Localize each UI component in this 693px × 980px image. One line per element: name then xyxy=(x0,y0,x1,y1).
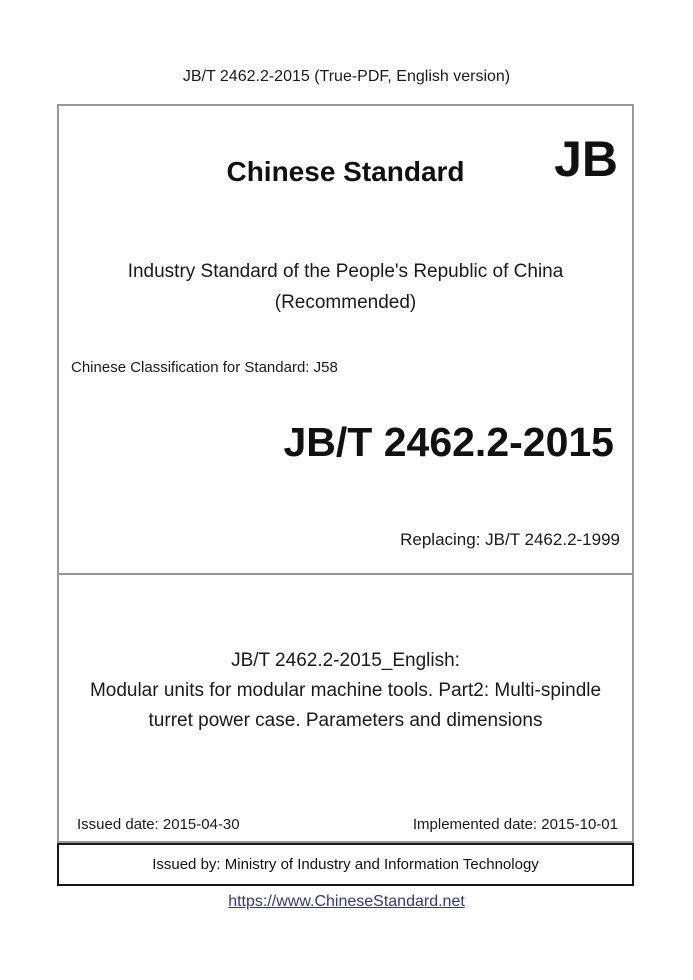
standard-number: JB/T 2462.2-2015 xyxy=(283,419,614,465)
english-title-line-3: turret power case. Parameters and dimensions xyxy=(148,710,543,731)
recommended-line: (Recommended) xyxy=(274,292,417,313)
dates-row xyxy=(77,816,618,833)
english-title-block xyxy=(59,646,632,736)
issuer-text: Issued by: Ministry of Industry and Information Technology xyxy=(152,856,539,873)
standard-type-line: Industry Standard of the People's Republic of China xyxy=(127,261,564,282)
replacing-note: Replacing: JB/T 2462.2-1999 xyxy=(400,530,620,549)
implemented-date: Implemented date: 2015-10-01 xyxy=(412,816,618,833)
website-link[interactable]: https://www.ChineseStandard.net xyxy=(228,893,465,910)
page-header-title: JB/T 2462.2-2015 (True-PDF, English version) xyxy=(182,68,511,85)
english-title-line-2: Modular units for modular machine tools. Part2: Multi-spindle xyxy=(89,680,602,701)
jb-logo: JB xyxy=(554,131,618,187)
cover-box xyxy=(57,104,634,843)
issued-date: Issued date: 2015-04-30 xyxy=(77,816,240,833)
section-divider xyxy=(59,573,632,575)
classification-line: Chinese Classification for Standard: J58 xyxy=(71,359,338,376)
english-title-line-1: JB/T 2462.2-2015_English: xyxy=(231,650,460,671)
brand-title: Chinese Standard xyxy=(226,156,465,187)
issuer-box xyxy=(57,843,634,886)
